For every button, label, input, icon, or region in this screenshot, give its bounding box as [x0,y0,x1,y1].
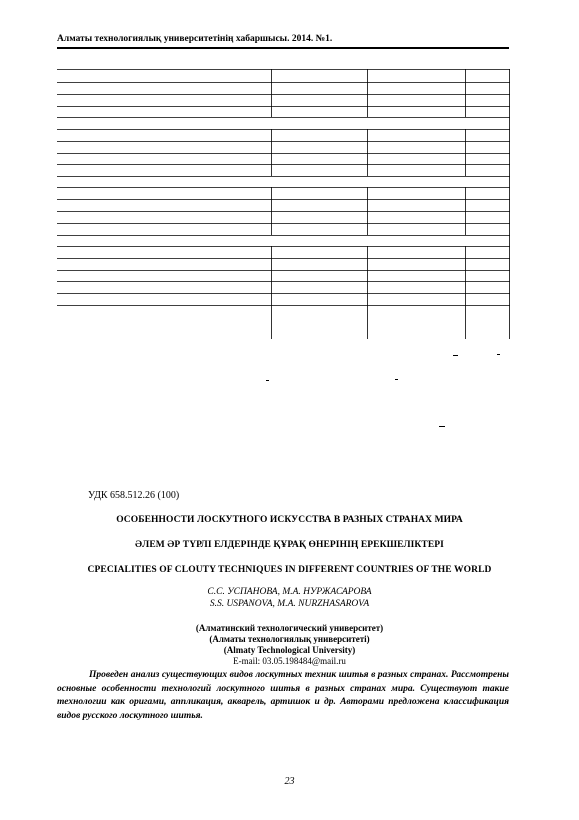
page-number: 23 [284,776,295,787]
udk-code: УДК 658.512.26 (100) [88,490,180,501]
authors-ru: С.С. УСПАНОВА, М.А. НУРЖАСАРОВА [207,587,372,597]
affiliation-ru: (Алматинский технологический университет) [195,623,384,633]
authors-en: S.S. USPANOVA, M.A. NURZHASAROVA [209,599,370,609]
email: E-mail: 03.05.198484@mail.ru [233,656,346,666]
title-kz: ӘЛЕМ ӘР ТҮРЛІ ЕЛДЕРІНДЕ ҚҰРАҚ ӨНЕРІНІҢ ЕРЕКШЕЛІКТЕРІ [135,540,444,550]
abstract: Проведен анализ существующих видов лоскутных техник шитья в разных странах. Рассмотрены основные особенности технологий лоскутного шитья в разных странах мира. Существуют такие технологии как оригами, аппликация, акварель, артишок и др. Авторами предложена классификация видов русского лоскутного шитья. [57,670,509,721]
stray-mark [266,380,269,381]
header-rule [57,47,509,49]
stray-mark [439,426,445,427]
affiliation-kz: (Алматы технологиялық университеті) [209,634,370,644]
title-en: CPECIALITIES OF CLOUTY TECHNIQUES IN DIFFERENT COUNTRIES OF THE WORLD [87,565,492,575]
stray-mark [497,354,500,355]
affiliation-block [0,623,579,667]
journal-header: Алматы технологиялық университетінің хабаршысы. 2014. №1. [57,34,333,44]
affiliation-en: (Almaty Technological University) [223,645,356,655]
stray-mark [395,379,398,380]
empty-table [57,69,510,339]
table-grid [57,69,510,339]
stray-mark [453,355,458,356]
title-ru: ОСОБЕННОСТИ ЛОСКУТНОГО ИСКУССТВА В РАЗНЫХ СТРАНАХ МИРА [116,515,463,525]
